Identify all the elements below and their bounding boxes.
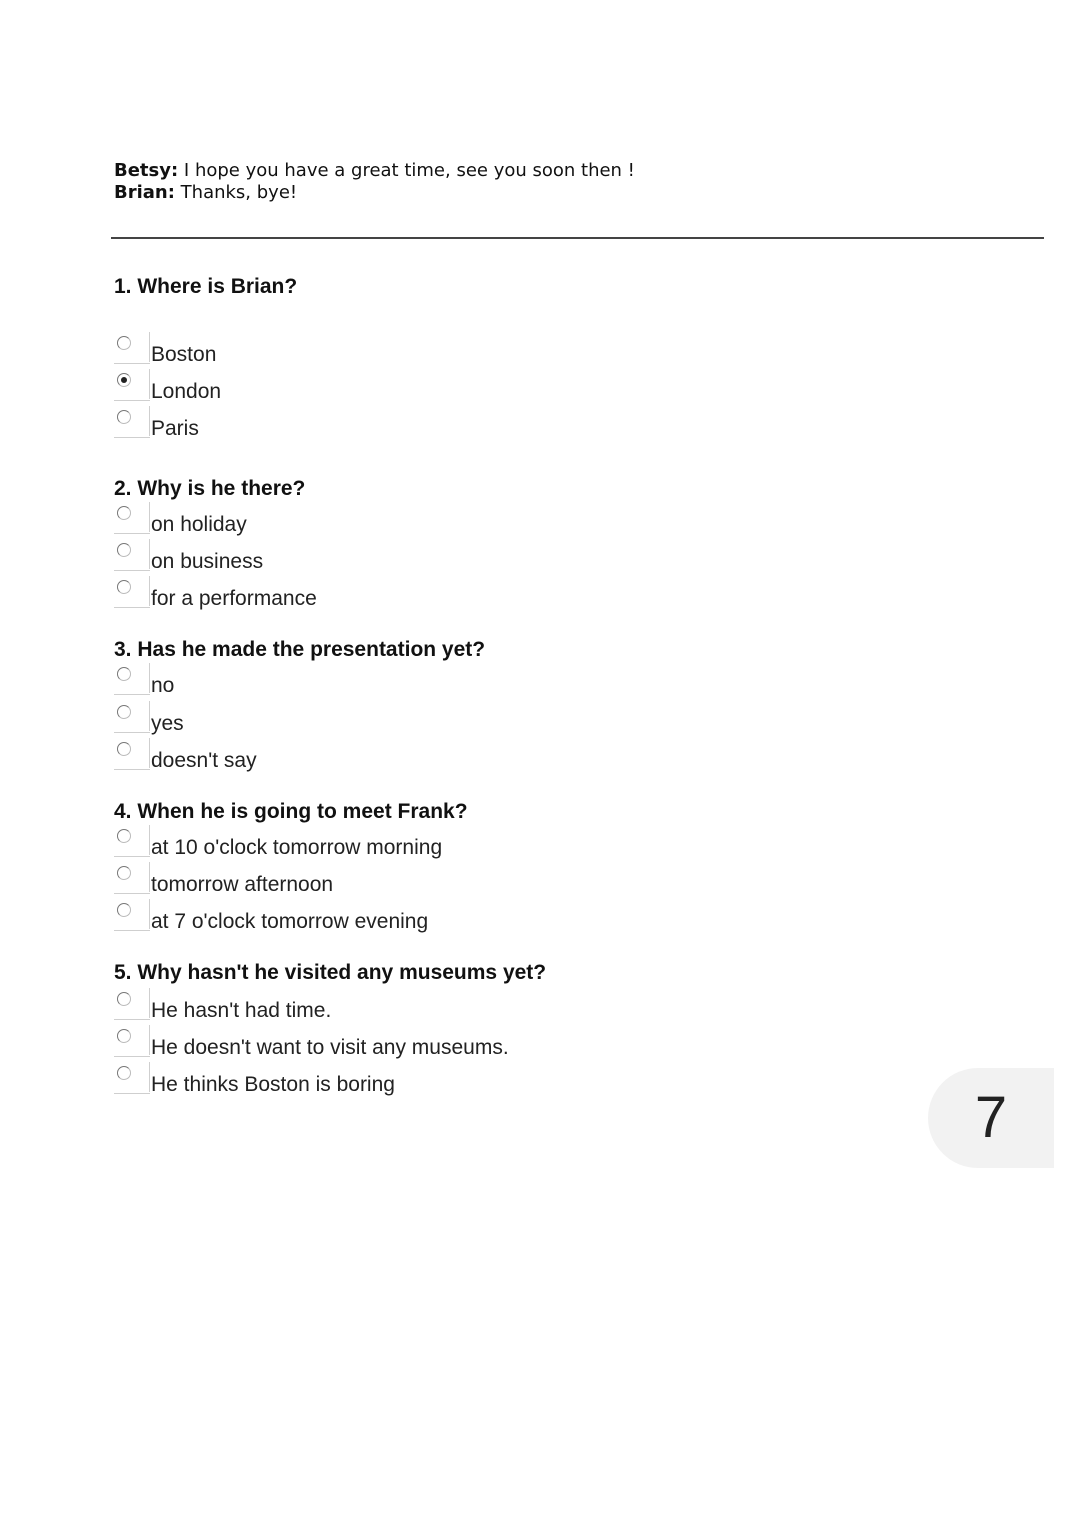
radio-button[interactable] <box>117 705 131 719</box>
speaker-name: Brian: <box>114 182 175 203</box>
cell-divider <box>114 1019 150 1020</box>
cell-divider <box>114 1093 150 1094</box>
question-5 <box>114 960 547 1096</box>
cell-divider <box>114 570 150 571</box>
option-label: on holiday <box>151 513 247 536</box>
radio-button[interactable] <box>117 992 131 1006</box>
option-doesnt-say[interactable] <box>114 738 714 770</box>
option-paris[interactable] <box>114 406 714 438</box>
dialogue-text: Thanks, bye! <box>174 182 298 203</box>
radio-button[interactable] <box>117 410 131 424</box>
option-london[interactable] <box>114 369 714 401</box>
option-doesnt-want-museums[interactable] <box>114 1025 714 1057</box>
option-label: at 7 o'clock tomorrow evening <box>151 910 429 933</box>
option-on-holiday[interactable] <box>114 502 714 534</box>
cell-divider <box>114 694 150 695</box>
question-3 <box>114 637 486 772</box>
option-label: doesn't say <box>151 749 257 772</box>
cell-divider <box>149 539 150 569</box>
option-boston[interactable] <box>114 332 714 364</box>
option-label: Boston <box>151 343 217 366</box>
option-label: He doesn't want to visit any museums. <box>151 1036 509 1059</box>
cell-divider <box>114 400 150 401</box>
radio-button[interactable] <box>117 506 131 520</box>
radio-button[interactable] <box>117 829 131 843</box>
radio-button[interactable] <box>117 742 131 756</box>
cell-divider <box>149 988 150 1018</box>
radio-button[interactable] <box>117 866 131 880</box>
cell-divider <box>114 437 150 438</box>
page-number: 7 <box>974 1085 1008 1150</box>
cell-divider <box>149 663 150 693</box>
dialogue <box>114 160 635 204</box>
cell-divider <box>149 825 150 855</box>
option-for-a-performance[interactable] <box>114 576 714 608</box>
radio-button[interactable] <box>117 580 131 594</box>
radio-button-selected[interactable] <box>117 373 131 387</box>
option-yes[interactable] <box>114 701 714 733</box>
cell-divider <box>114 893 150 894</box>
cell-divider <box>114 930 150 931</box>
cell-divider <box>149 502 150 532</box>
cell-divider <box>114 363 150 364</box>
cell-divider <box>114 732 150 733</box>
question-title: 3. Has he made the presentation yet? <box>114 638 486 661</box>
cell-divider <box>149 369 150 399</box>
cell-divider <box>149 1025 150 1055</box>
option-label: He hasn't had time. <box>151 999 332 1022</box>
question-1 <box>114 274 298 440</box>
cell-divider <box>149 406 150 436</box>
cell-divider <box>114 533 150 534</box>
question-title: 1. Where is Brian? <box>114 275 298 298</box>
cell-divider <box>114 1056 150 1057</box>
option-hasnt-had-time[interactable] <box>114 988 714 1020</box>
dialogue-text: I hope you have a great time, see you soon then ! <box>178 160 635 181</box>
option-label: for a performance <box>151 587 317 610</box>
question-4 <box>114 799 468 933</box>
cell-divider <box>114 856 150 857</box>
page-number-badge <box>928 1068 1054 1168</box>
cell-divider <box>149 738 150 768</box>
question-2 <box>114 476 317 610</box>
option-label: Paris <box>151 417 199 440</box>
option-no[interactable] <box>114 663 714 695</box>
speaker-name: Betsy: <box>114 160 179 181</box>
cell-divider <box>114 607 150 608</box>
option-on-business[interactable] <box>114 539 714 571</box>
radio-button[interactable] <box>117 543 131 557</box>
option-10-oclock-tomorrow-morning[interactable] <box>114 825 714 857</box>
option-label: tomorrow afternoon <box>151 873 334 896</box>
dialogue-line <box>114 182 635 204</box>
question-title: 2. Why is he there? <box>114 477 306 500</box>
option-label: He thinks Boston is boring <box>151 1073 395 1096</box>
radio-button[interactable] <box>117 667 131 681</box>
dialogue-line <box>114 160 635 182</box>
option-label: London <box>151 380 222 403</box>
option-7-oclock-tomorrow-evening[interactable] <box>114 899 714 931</box>
cell-divider <box>149 1062 150 1092</box>
cell-divider <box>149 701 150 731</box>
option-tomorrow-afternoon[interactable] <box>114 862 714 894</box>
cell-divider <box>114 769 150 770</box>
cell-divider <box>149 862 150 892</box>
cell-divider <box>149 576 150 606</box>
question-title: 4. When he is going to meet Frank? <box>114 800 468 823</box>
question-title: 5. Why hasn't he visited any museums yet? <box>114 961 547 984</box>
option-boston-is-boring[interactable] <box>114 1062 714 1094</box>
divider <box>111 237 1044 239</box>
option-label: no <box>151 674 175 697</box>
radio-button[interactable] <box>117 336 131 350</box>
option-label: at 10 o'clock tomorrow morning <box>151 836 443 859</box>
radio-button[interactable] <box>117 1029 131 1043</box>
radio-button[interactable] <box>117 903 131 917</box>
radio-button[interactable] <box>117 1066 131 1080</box>
cell-divider <box>149 899 150 929</box>
cell-divider <box>149 332 150 362</box>
option-label: yes <box>151 712 184 735</box>
option-label: on business <box>151 550 264 573</box>
